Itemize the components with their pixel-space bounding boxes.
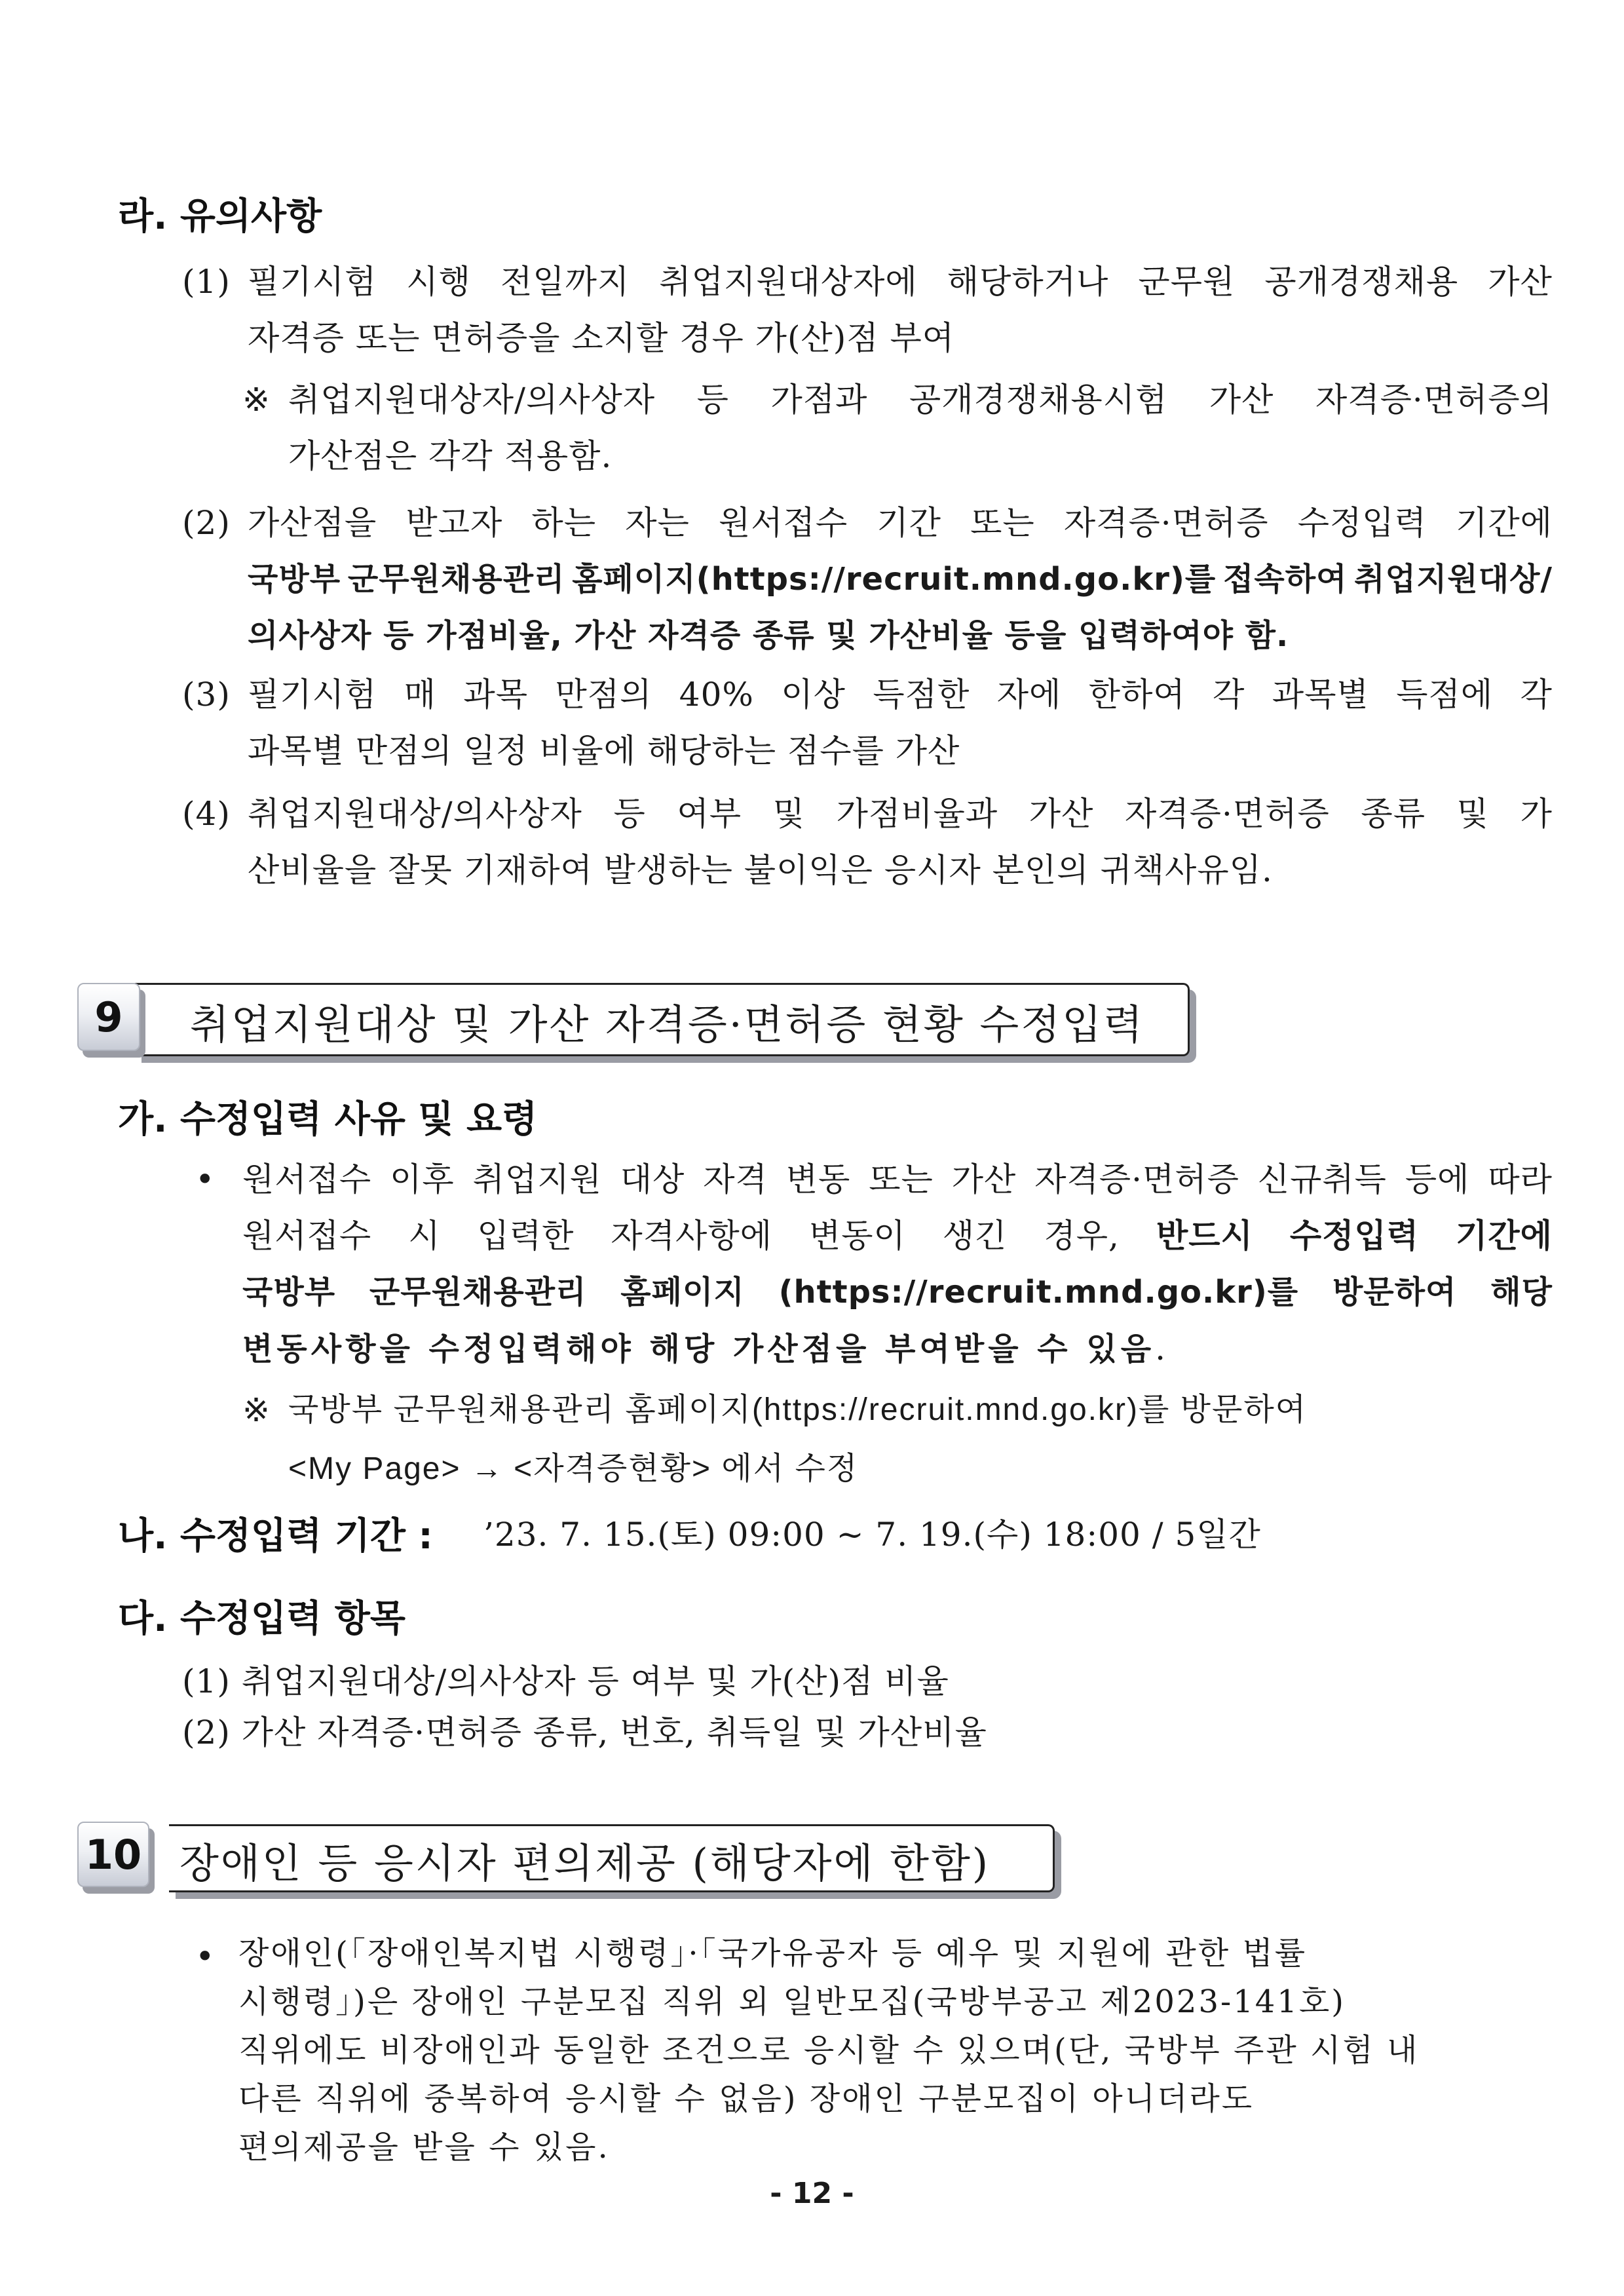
item-4-line-2: 산비율을 잘못 기재하여 발생하는 불이익은 응시자 본인의 귀책사유임. xyxy=(248,851,1273,889)
page-number: - 12 - xyxy=(770,2177,854,2210)
da-item-2: (2) 가산 자격증·면허증 종류, 번호, 취득일 및 가산비율 xyxy=(182,1713,987,1751)
ga-note-line-1: 국방부 군무원채용관리 홈페이지(https://recruit.mnd.go.kr)를 방문하여 xyxy=(288,1392,1308,1427)
section-10-line-1: 장애인(「장애인복지법 시행령」·「국가유공자 등 예우 및 지원에 관한 법률 xyxy=(238,1935,1308,1972)
section-10-title: 장애인 등 응시자 편의제공 (해당자에 한함) xyxy=(179,1839,991,1887)
section-10-body xyxy=(238,1929,1419,2172)
item-1-line-2: 자격증 또는 면허증을 소지할 경우 가(산)점 부여 xyxy=(248,319,955,357)
section-10-line-3: 직위에도 비장애인과 동일한 조건으로 응시할 수 있으며(단, 국방부 주관 시험 내 xyxy=(238,2032,1420,2069)
section-10-header xyxy=(77,1822,1073,1907)
item-2-line-1: 가산점을 받고자 하는 자는 원서접수 기간 또는 자격증·면허증 수정입력 기간에 xyxy=(248,504,1553,542)
item-2-line-2: 국방부 군무원채용관리 홈페이지(https://recruit.mnd.go.kr)를 접속하여 취업지원대상/ xyxy=(248,561,1553,598)
item-4-number: (4) xyxy=(182,795,231,833)
ga-line-2: 원서접수 시 입력한 자격사항에 변동이 생긴 경우, 반드시 수정입력 기간에 xyxy=(242,1217,1553,1255)
item-3-line-2: 과목별 만점의 일정 비율에 해당하는 점수를 가산 xyxy=(248,732,960,770)
bullet: • xyxy=(195,1938,216,1976)
ga-line-4: 변동사항을 수정입력해야 해당 가산점을 부여받을 수 있음. xyxy=(242,1330,1170,1368)
subsection-da-heading: 다. 수정입력 항목 xyxy=(118,1598,406,1640)
subsection-ga-heading: 가. 수정입력 사유 및 요령 xyxy=(118,1098,538,1141)
item-3-line-1: 필기시험 매 과목 만점의 40% 이상 득점한 자에 한하여 각 과목별 득점에 각 xyxy=(248,676,1553,714)
ga-line-3: 국방부 군무원채용관리 홈페이지 (https://recruit.mnd.go.kr)를 방문하여 해당 xyxy=(242,1274,1553,1311)
section-10-line-4: 다른 직위에 중복하여 응시할 수 없음) 장애인 구분모집이 아니더라도 xyxy=(238,2080,1255,2117)
item-2-line-3: 의사상자 등 가점비율, 가산 자격증 종류 및 가산비율 등을 입력하여야 함. xyxy=(248,617,1289,654)
item-4-line-1: 취업지원대상/의사상자 등 여부 및 가점비율과 가산 자격증·면허증 종류 및 가 xyxy=(248,795,1553,833)
section-10-line-5: 편의제공을 받을 수 있음. xyxy=(238,2129,610,2166)
ga-note-mark: ※ xyxy=(242,1391,271,1429)
section-10-line-2: 시행령」)은 장애인 구분모집 직위 외 일반모집(국방부공고 제2023-141호) xyxy=(238,1983,1346,2020)
section-9-title: 취업지원대상 및 가산 자격증·면허증 현황 수정입력 xyxy=(190,1001,1144,1048)
item-3-number: (3) xyxy=(182,676,231,714)
note-line-1: 취업지원대상자/의사상자 등 가점과 공개경쟁채용시험 가산 자격증·면허증의 xyxy=(288,381,1553,419)
edit-period-value: ’23. 7. 15.(토) 09:00 ~ 7. 19.(수) 18:00 / 5일간 xyxy=(483,1516,1261,1554)
subsection-na-heading: 나. 수정입력 기간 : xyxy=(118,1515,433,1558)
bullet: • xyxy=(195,1160,216,1198)
section-10-number: 10 xyxy=(77,1822,149,1887)
ga-line-1: 원서접수 이후 취업지원 대상 자격 변동 또는 가산 자격증·면허증 신규취득 등에 따라 xyxy=(242,1160,1553,1198)
item-2-number: (2) xyxy=(182,504,231,542)
note-mark: ※ xyxy=(242,381,271,419)
da-item-1: (1) 취업지원대상/의사상자 등 여부 및 가(산)점 비율 xyxy=(182,1662,949,1700)
note-line-2: 가산점은 각각 적용함. xyxy=(288,437,613,475)
section-9-header xyxy=(77,983,1204,1068)
item-1-line-1: 필기시험 시행 전일까지 취업지원대상자에 해당하거나 군무원 공개경쟁채용 가산 xyxy=(248,263,1553,301)
section-9-number: 9 xyxy=(77,983,140,1051)
item-1-number: (1) xyxy=(182,263,231,301)
ga-note-line-2: <My Page> → <자격증현황> 에서 수정 xyxy=(288,1451,859,1486)
section-ra-heading: 라. 유의사항 xyxy=(118,195,322,238)
